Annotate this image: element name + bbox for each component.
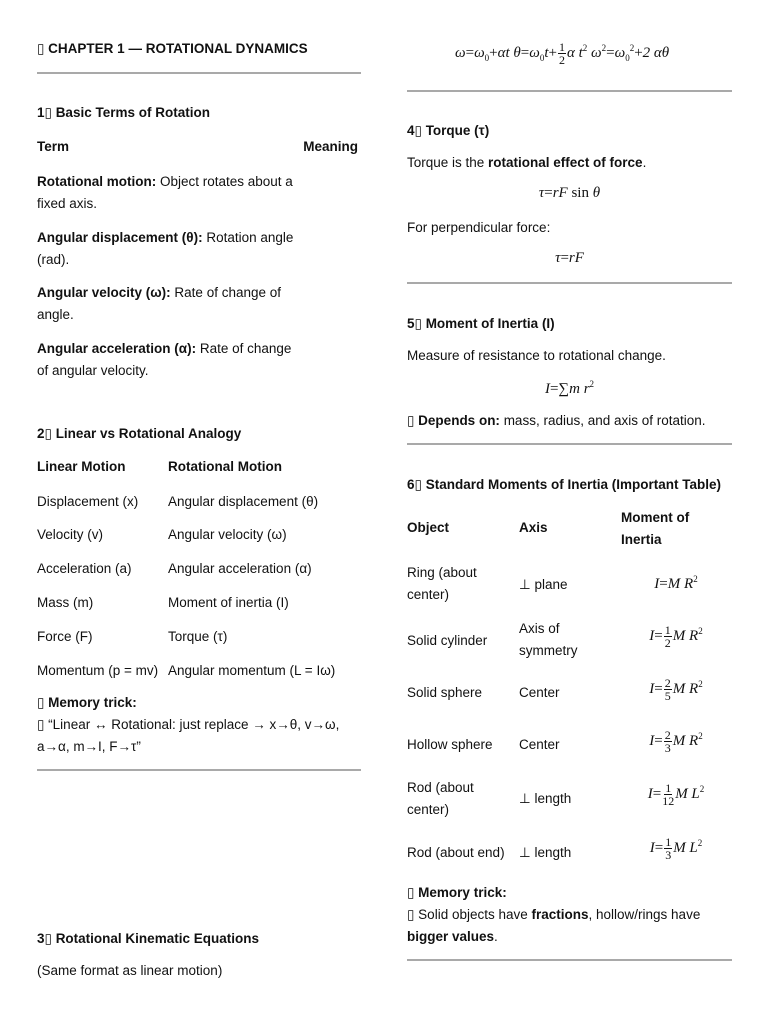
- moi-object-cell: Hollow sphere: [407, 737, 493, 752]
- memory-text-emphasis: bigger values: [407, 929, 495, 944]
- analogy-rotational-cell: Angular displacement (θ): [168, 494, 319, 509]
- section-6-title: 6▯ Standard Moments of Inertia (Important Table): [407, 477, 721, 492]
- moi-object-cell: Ring (about center): [407, 565, 477, 602]
- torque-intro: [407, 155, 646, 170]
- moi-object-cell: Rod (about end): [407, 845, 505, 860]
- analogy-linear-cell: Displacement (x): [37, 494, 139, 509]
- memory-trick-title: ▯ Memory trick:: [37, 695, 137, 710]
- analogy-rotational-cell: Angular acceleration (α): [168, 561, 312, 576]
- moi-axis-cell: ⊥ length: [519, 845, 572, 860]
- moi-formula-cell: I= $\frac{1}{2}$ M $R^2$: [649, 623, 703, 650]
- moi-formula-cell: I= $\frac{1}{12}$ M $L^2$: [647, 781, 705, 808]
- chapter-title: ▯ CHAPTER 1 — ROTATIONAL DYNAMICS: [37, 41, 308, 56]
- moi-axis-cell: Axis of symmetry: [519, 621, 578, 658]
- divider: [407, 959, 732, 961]
- torque-equation: τ=rF sin θ: [538, 185, 601, 201]
- term-label: Angular acceleration (α):: [37, 341, 197, 356]
- moi-formula-cell: I= $\frac{2}{3}$ M $R^2$: [649, 728, 703, 755]
- analogy-rotational-cell: Torque (τ): [168, 629, 228, 644]
- analogy-linear-cell: Mass (m): [37, 595, 94, 610]
- torque-intro-end: .: [642, 155, 647, 170]
- term-definition: Rate of change of angular velocity.: [37, 341, 292, 378]
- column-header-linear: Linear Motion: [37, 459, 126, 474]
- memory-trick-text: [407, 904, 732, 948]
- column-header-object: Object: [407, 520, 450, 535]
- depends-on-label: ▯ Depends on:: [407, 413, 500, 428]
- analogy-rotational-cell: Angular velocity (ω): [168, 527, 287, 542]
- section-5-title: 5▯ Moment of Inertia (I): [407, 316, 555, 331]
- memory-text-part: ▯ Solid objects have: [407, 907, 532, 922]
- divider: [407, 282, 732, 284]
- column-header-axis: Axis: [519, 520, 548, 535]
- section-1-title: 1▯ Basic Terms of Rotation: [37, 105, 210, 120]
- analogy-rotational-cell: Angular momentum (L = Iω): [168, 663, 336, 678]
- inertia-description: Measure of resistance to rotational change.: [407, 348, 666, 363]
- column-header-rotational: Rotational Motion: [168, 459, 282, 474]
- moi-formula-cell: I= $\frac{1}{3}$ M $L^2$: [649, 835, 703, 862]
- section-3-title: 3▯ Rotational Kinematic Equations: [37, 931, 259, 946]
- column-header-meaning: Meaning: [303, 139, 358, 154]
- term-definition: Object rotates about a fixed axis.: [37, 174, 293, 211]
- term-item: [37, 282, 302, 326]
- divider: [407, 443, 732, 445]
- analogy-linear-cell: Momentum (p = mv): [37, 663, 159, 678]
- section-4-title: 4▯ Torque (τ): [407, 123, 490, 138]
- column-header-term: Term: [37, 139, 70, 154]
- section-3-note: (Same format as linear motion): [37, 963, 223, 978]
- term-definition: Rotation angle (rad).: [37, 230, 294, 267]
- term-item: [37, 171, 302, 215]
- term-item: [37, 338, 302, 382]
- depends-on: [407, 413, 706, 429]
- torque-intro-text: Torque is the: [407, 155, 489, 170]
- term-item: [37, 227, 302, 271]
- column-header-moment-of-inertia: Moment of Inertia: [621, 510, 690, 547]
- section-2-title: 2▯ Linear vs Rotational Analogy: [37, 426, 242, 441]
- memory-text-part: , hollow/rings have: [588, 907, 701, 922]
- perpendicular-note: For perpendicular force:: [407, 220, 551, 235]
- moi-formula-cell: I=M $R^2$: [654, 574, 698, 592]
- kinematic-equation: $\omega=\omega_0+\alpha t$ $\theta=\omega_0t+$ $\frac{1}{2}$ α $t^2$ $\omega^2=\omega_0^2+2$ αθ: [455, 40, 670, 67]
- depends-on-text: mass, radius, and axis of rotation.: [499, 413, 706, 428]
- term-definition: Rate of change of angle.: [37, 285, 281, 322]
- torque-perpendicular-equation: τ=rF: [555, 250, 584, 266]
- moi-object-cell: Solid cylinder: [407, 633, 488, 648]
- moi-axis-cell: Center: [519, 737, 560, 752]
- divider: [407, 90, 732, 92]
- inertia-equation: I=∑m $r^2$: [544, 379, 595, 397]
- term-label: Rotational motion:: [37, 174, 157, 189]
- memory-trick-text: ▯ “Linear ↔ Rotational: just replace → x→θ, v→ω, a→α, m→I, F→τ”: [37, 717, 340, 754]
- divider: [37, 769, 361, 771]
- analogy-linear-cell: Acceleration (a): [37, 561, 132, 576]
- moi-formula-cell: I= $\frac{2}{5}$ M $R^2$: [649, 676, 703, 703]
- moi-axis-cell: ⊥ length: [519, 791, 572, 806]
- moi-axis-cell: Center: [519, 685, 560, 700]
- moi-object-cell: Rod (about center): [407, 780, 474, 817]
- moi-object-cell: Solid sphere: [407, 685, 483, 700]
- memory-text-emphasis: fractions: [531, 907, 589, 922]
- term-label: Angular velocity (ω):: [37, 285, 171, 300]
- analogy-rotational-cell: Moment of inertia (I): [168, 595, 289, 610]
- moi-axis-cell: ⊥ plane: [519, 577, 568, 592]
- analogy-linear-cell: Force (F): [37, 629, 93, 644]
- analogy-linear-cell: Velocity (v): [37, 527, 104, 542]
- term-label: Angular displacement (θ):: [37, 230, 203, 245]
- divider: [37, 72, 361, 74]
- memory-trick-title: ▯ Memory trick:: [407, 885, 507, 900]
- memory-text-part: .: [494, 929, 498, 944]
- torque-intro-emphasis: rotational effect of force: [488, 155, 643, 170]
